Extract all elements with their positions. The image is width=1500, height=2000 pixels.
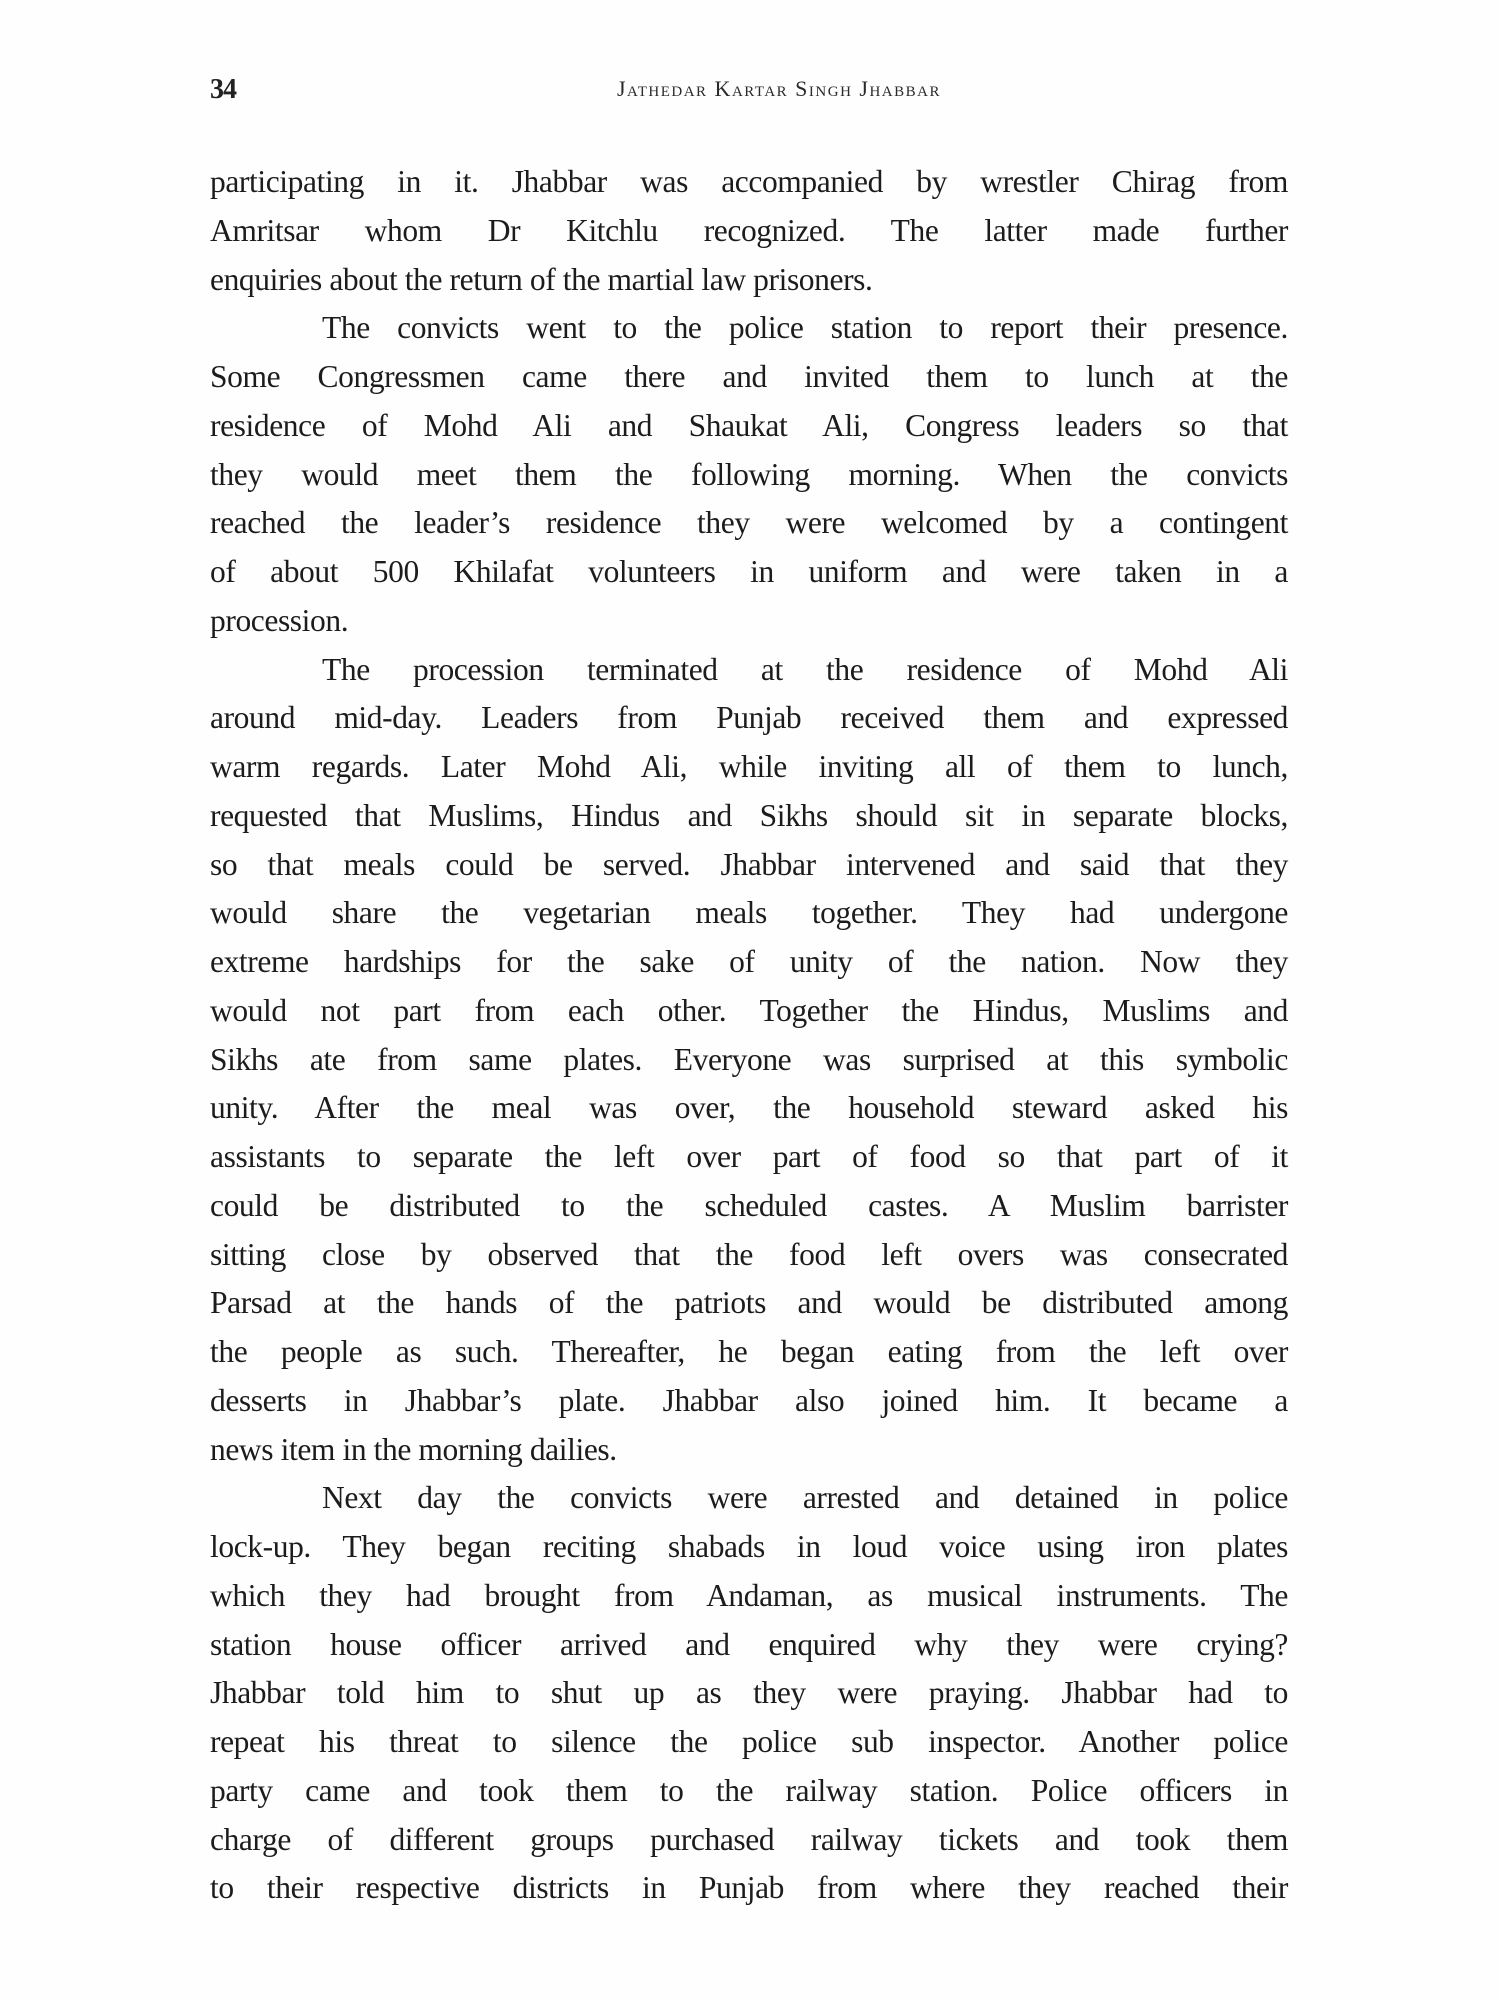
text-line: Next day the convicts were arrested and detained in police	[322, 1480, 1288, 1516]
text-line: desserts in Jhabbar’s plate. Jhabbar also joined him. It became a	[210, 1382, 1288, 1418]
text-line: unity. After the meal was over, the household steward asked his	[210, 1090, 1288, 1126]
text-line: so that meals could be served. Jhabbar intervened and said that they	[210, 846, 1288, 882]
paragraph	[210, 158, 1288, 304]
text-line: procession.	[210, 602, 349, 638]
text-line: charge of different groups purchased railway tickets and took them	[210, 1821, 1288, 1857]
text-line: around mid-day. Leaders from Punjab received them and expressed	[210, 700, 1288, 736]
text-line: to their respective districts in Punjab from where they reached their	[210, 1870, 1288, 1906]
text-line: could be distributed to the scheduled castes. A Muslim barrister	[210, 1187, 1288, 1223]
text-line: party came and took them to the railway station. Police officers in	[210, 1772, 1288, 1808]
text-line: would not part from each other. Together the Hindus, Muslims and	[210, 992, 1288, 1028]
text-line: station house officer arrived and enquired why they were crying?	[210, 1626, 1288, 1662]
text-line: Parsad at the hands of the patriots and would be distributed among	[210, 1285, 1288, 1321]
paragraph	[210, 304, 1288, 645]
text-line: residence of Mohd Ali and Shaukat Ali, Congress leaders so that	[210, 407, 1288, 443]
text-line: The convicts went to the police station to report their presence.	[322, 310, 1288, 346]
running-header	[210, 74, 1288, 114]
text-line: they would meet them the following morning. When the convicts	[210, 456, 1288, 492]
text-line: which they had brought from Andaman, as musical instruments. The	[210, 1577, 1288, 1613]
page-number: 34	[210, 74, 236, 105]
paragraph	[210, 1474, 1288, 1913]
text-line: would share the vegetarian meals together. They had undergone	[210, 895, 1288, 931]
text-line: warm regards. Later Mohd Ali, while inviting all of them to lunch,	[210, 749, 1288, 784]
text-line: The procession terminated at the residence of Mohd Ali	[322, 651, 1288, 687]
text-line: participating in it. Jhabbar was accompanied by wrestler Chirag from	[210, 164, 1288, 199]
text-line: lock-up. They began reciting shabads in loud voice using iron plates	[210, 1529, 1288, 1564]
text-line: assistants to separate the left over part of food so that part of it	[210, 1139, 1288, 1174]
text-line: Some Congressmen came there and invited them to lunch at the	[210, 359, 1288, 394]
text-line: the people as such. Thereafter, he began eating from the left over	[210, 1334, 1288, 1369]
text-line: Amritsar whom Dr Kitchlu recognized. The latter made further	[210, 212, 1288, 248]
text-line: extreme hardships for the sake of unity of the nation. Now they	[210, 944, 1288, 979]
text-line: news item in the morning dailies.	[210, 1431, 617, 1467]
paragraph	[210, 646, 1288, 1475]
body-text	[210, 158, 1288, 1913]
text-line: Jhabbar told him to shut up as they were praying. Jhabbar had to	[210, 1675, 1288, 1711]
text-line: requested that Muslims, Hindus and Sikhs should sit in separate blocks,	[210, 797, 1288, 833]
text-line: enquiries about the return of the martial law prisoners.	[210, 261, 873, 297]
text-line: repeat his threat to silence the police sub inspector. Another police	[210, 1724, 1288, 1759]
text-line: sitting close by observed that the food left overs was consecrated	[210, 1236, 1288, 1272]
text-line: of about 500 Khilafat volunteers in uniform and were taken in a	[210, 554, 1288, 589]
text-line: reached the leader’s residence they were welcomed by a contingent	[210, 505, 1288, 541]
book-title: Jathedar Kartar Singh Jhabbar	[617, 76, 941, 101]
text-line: Sikhs ate from same plates. Everyone was surprised at this symbolic	[210, 1041, 1288, 1077]
